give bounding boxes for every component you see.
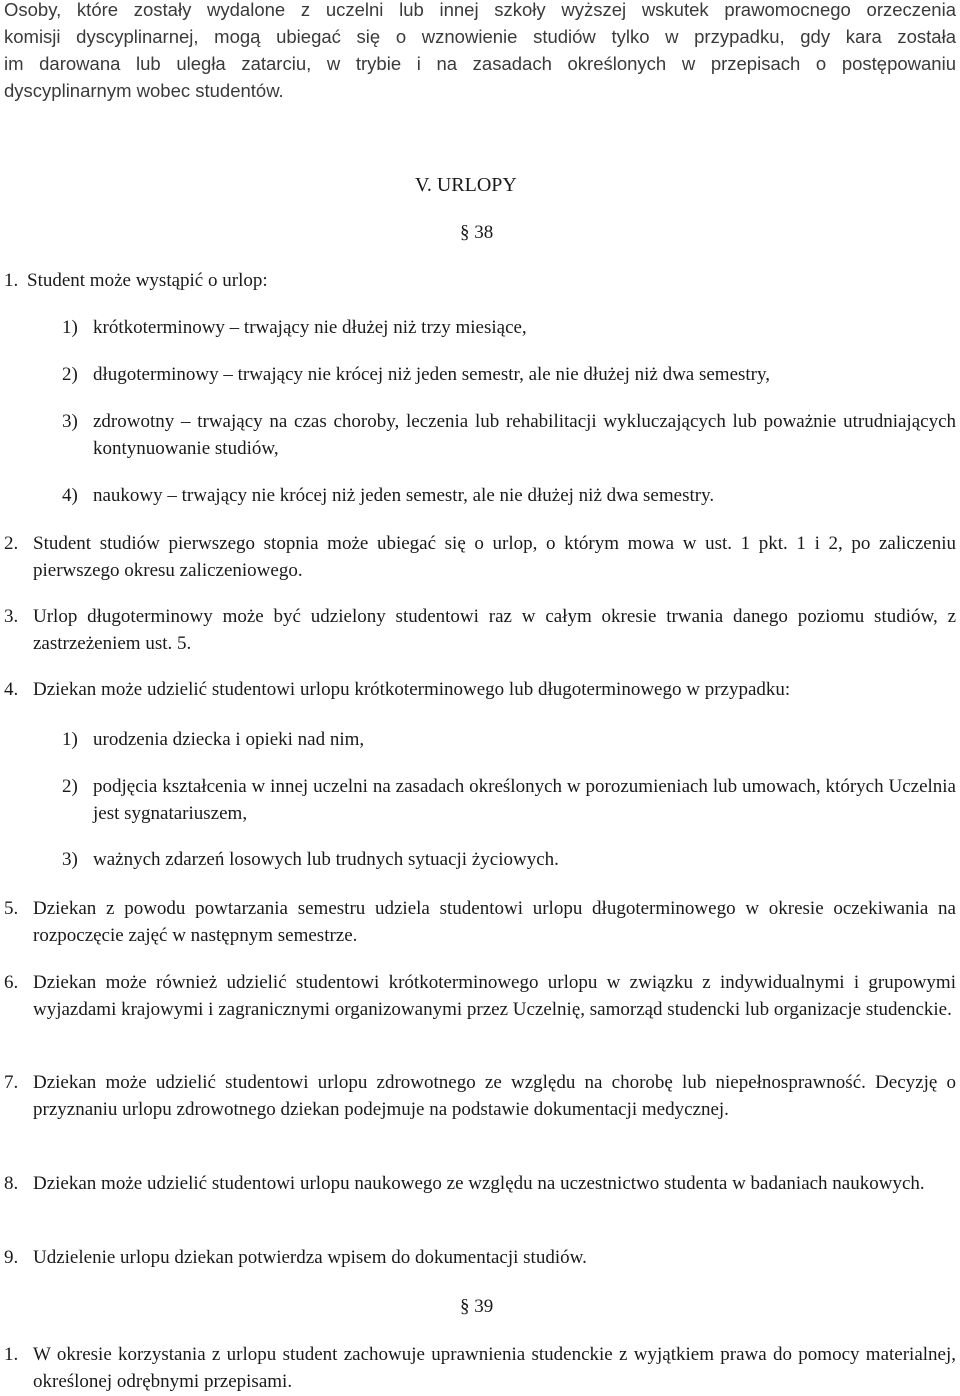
list-item-text: naukowy – trwający nie krócej niż jeden semestr, ale nie dłużej niż dwa semestry.: [93, 485, 715, 506]
clause-text: W okresie korzystania z urlopu student zachowuje uprawnienia studenckie z wyjątkiem prawa do pomocy materialnej, określonej odrębnymi przepisami.: [33, 1344, 956, 1392]
clause-number: 8.: [4, 1173, 19, 1194]
clause-number: 5.: [4, 898, 19, 919]
list-item-number: 2): [62, 776, 78, 797]
clause-number: 7.: [4, 1072, 19, 1093]
clause-number: 1.: [4, 1344, 19, 1365]
paragraph-38-heading: § 38: [460, 222, 494, 243]
list-item-number: 3): [62, 411, 78, 432]
clause-number: 4.: [4, 679, 19, 700]
intro-line-3: im darowana lub uległa zatarciu, w trybie i na zasadach określonych w przepisach o postępowaniu: [4, 53, 956, 74]
list-item-number: 4): [62, 485, 78, 506]
clause-text: Dziekan może również udzielić studentowi krótkoterminowego urlopu w związku z indywidualnymi i grupowymi wyjazdami krajowymi i zagranicznymi organizowanymi przez Uczelnię, samorząd studencki lub organizacje studenckie.: [33, 972, 956, 1020]
clause-text: Dziekan z powodu powtarzania semestru udziela studentowi urlopu długoterminowego w okresie oczekiwania na rozpoczęcie zajęć w następnym semestrze.: [33, 898, 956, 946]
list-item-number: 3): [62, 849, 78, 870]
clause-number: 1.: [4, 270, 19, 291]
list-item-text: ważnych zdarzeń losowych lub trudnych sytuacji życiowych.: [93, 849, 559, 870]
clause-text: Dziekan może udzielić studentowi urlopu zdrowotnego ze względu na chorobę lub niepełnosprawność. Decyzję o przyznaniu urlopu zdrowotnego dziekan podejmuje na podstawie dokumentacji medycznej.: [33, 1072, 956, 1120]
list-item-number: 1): [62, 729, 78, 750]
list-item-number: 1): [62, 317, 78, 338]
paragraph-39-heading: § 39: [460, 1296, 494, 1317]
clause-text: Dziekan może udzielić studentowi urlopu naukowego ze względu na uczestnictwo studenta w badaniach naukowych.: [33, 1173, 925, 1194]
clause-text: Urlop długoterminowy może być udzielony studentowi raz w całym okresie trwania danego poziomu studiów, z zastrzeżeniem ust. 5.: [33, 606, 956, 654]
clause-text: Dziekan może udzielić studentowi urlopu krótkoterminowego lub długoterminowego w przypadku:: [33, 679, 791, 700]
clause-text: Student może wystąpić o urlop:: [27, 270, 268, 291]
list-item-text: długoterminowy – trwający nie krócej niż jeden semestr, ale nie dłużej niż dwa semestry,: [93, 364, 771, 385]
clause-number: 9.: [4, 1247, 19, 1268]
intro-line-4: dyscyplinarnym wobec studentów.: [4, 80, 284, 101]
intro-line-2: komisji dyscyplinarnej, mogą ubiegać się o wznowienie studiów tylko w przypadku, gdy kara została: [4, 26, 956, 47]
clause-text: Udzielenie urlopu dziekan potwierdza wpisem do dokumentacji studiów.: [33, 1247, 587, 1268]
clause-number: 6.: [4, 972, 19, 993]
clause-number: 2.: [4, 533, 19, 554]
list-item-text: krótkoterminowy – trwający nie dłużej niż trzy miesiące,: [93, 317, 527, 338]
clause-number: 3.: [4, 606, 19, 627]
list-item-text: urodzenia dziecka i opieki nad nim,: [93, 729, 365, 750]
list-item-number: 2): [62, 364, 78, 385]
intro-line-1: Osoby, które zostały wydalone z uczelni lub innej szkoły wyższej wskutek prawomocnego orzeczenia: [4, 0, 956, 20]
section-heading: V. URLOPY: [415, 174, 517, 196]
list-item-text: podjęcia kształcenia w innej uczelni na zasadach określonych w porozumieniach lub umowach, których Uczelnia jest sygnatariuszem,: [93, 776, 956, 824]
list-item-text: zdrowotny – trwający na czas choroby, leczenia lub rehabilitacji wykluczających lub poważnie utrudniających kontynuowanie studiów,: [93, 411, 956, 459]
clause-text: Student studiów pierwszego stopnia może ubiegać się o urlop, o którym mowa w ust. 1 pkt. 1 i 2, po zaliczeniu pierwszego okresu zaliczeniowego.: [33, 533, 956, 581]
